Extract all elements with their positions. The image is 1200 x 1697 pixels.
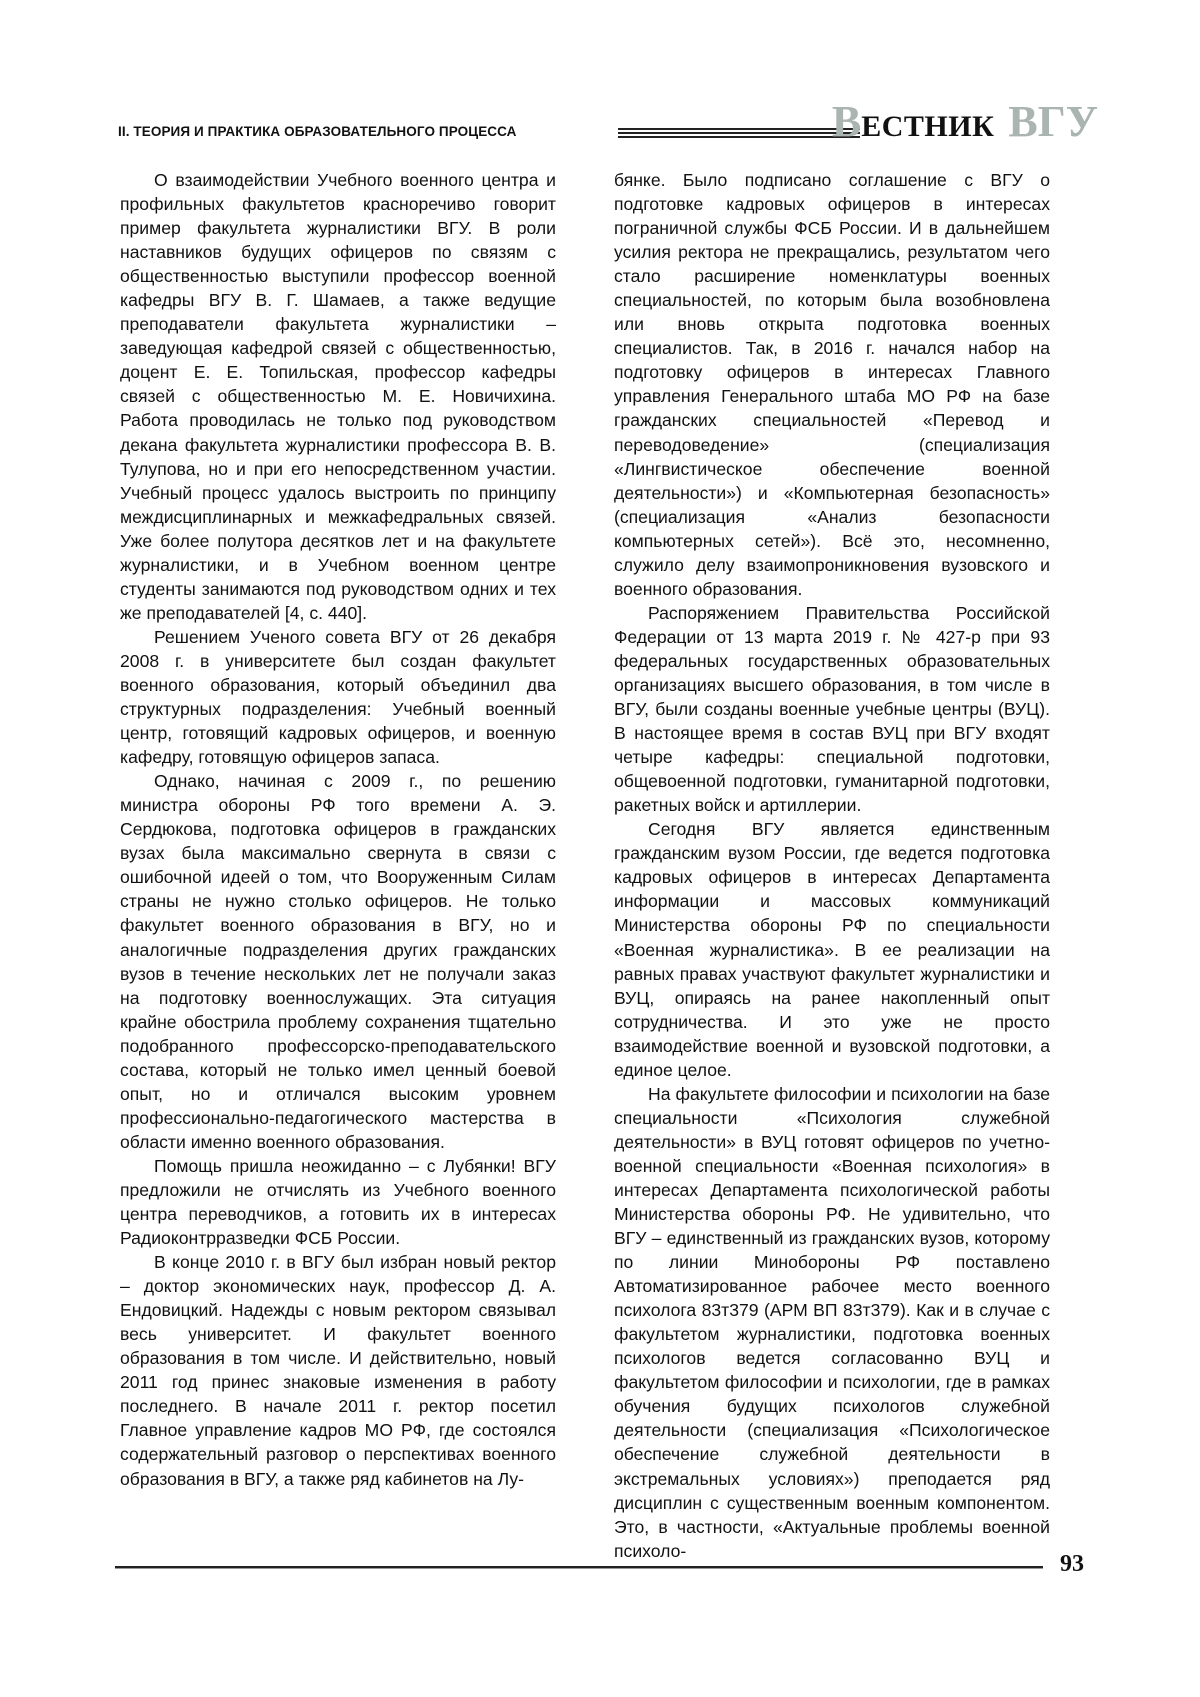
journal-title	[831, 97, 1098, 146]
paragraph-continued: бянке. Было подписано соглашение с ВГУ о подготовке кадровых офицеров в интересах пограничной службы ФСБ России. И в дальнейшем усилия ректора не прекращались, результатом чего стало расширение номенклатуры военных специальностей, по которым была возобновлена или вновь открыта подготовка военных специалистов. Так, в 2016 г. начался набор на подготовку офицеров в интересах Главного управления Генерального штаба МО РФ на базе гражданских специальностей «Перевод и переводоведение» (специализация «Лингвистическое обеспечение военной деятельности») и «Компьютерная безопасность» (специализация «Анализ безопасности компьютерных сетей»). Всё это, несомненно, служило делу взаимопроникновения вузовского и военного образования.	[614, 170, 1050, 599]
running-header	[118, 97, 1098, 150]
journal-title-rest: ЕСТНИК	[861, 110, 995, 143]
paragraph: Решением Ученого совета ВГУ от 26 декабря 2008 г. в университете был создан факультет военного образования, который объединил два структурных подразделения: Учебный военный центр, готовящий кадровых офицеров, и военную кафедру, готовящую офицеров запаса.	[120, 626, 556, 768]
paragraph: Однако, начиная с 2009 г., по решению министра обороны РФ того времени А. Э. Сердюкова, подготовка офицеров в гражданских вузах была максимально свернута в связи с ошибочной идеей о том, что Вооруженным Силам страны не нужно столько офицеров. Не только факультет военного образования в ВГУ, но и аналогичные подразделения других гражданских вузов в течение нескольких лет не получали заказ на подготовку военнослужащих. Эта ситуация крайне обострила проблему сохранения тщательно подобранного профессорско-преподавательского состава, который не только имел ценный боевой опыт, но и отличался высоким уровнем профессионально-педагогического мастерства в области именно военного образования.	[120, 771, 556, 1152]
paragraph: Сегодня ВГУ является единственным гражданским вузом России, где ведется подготовка кадровых офицеров в интересах Департамента информации и массовых коммуникаций Министерства обороны РФ по специальности «Военная журналистика». В ее реализации на равных правах участвуют факультет журналистики и ВУЦ, опираясь на ранее накопленный опыт сотрудничества. И это уже не просто взаимодействие военной и вузовской подготовки, а единое целое.	[614, 819, 1050, 1080]
paragraph: На факультете философии и психологии на базе специальности «Психология служебной деятельности» в ВУЦ готовят офицеров по учетно-военной специальности «Военная психология» в интересах Департамента психологической работы Министерства обороны РФ. Не удивительно, что ВГУ – единственный из гражданских вузов, которому по линии Минобороны РФ поставлено Автоматизированное рабочее место военного психолога 83т379 (АРМ ВП 83т379). Как и в случае с факультетом журналистики, подготовка военных психологов ведется согласованно ВУЦ и факультетом философии и психологии, где в рамках обучения будущих психологов служебной деятельности (специализация «Психологическое обеспечение служебной деятельности в экстремальных условиях») преподается ряд дисциплин с существенным военным компонентом. Это, в частности, «Актуальные проблемы военной психоло-	[614, 1083, 1050, 1561]
page-number: 93	[1060, 1551, 1084, 1577]
section-title: II. ТЕОРИЯ И ПРАКТИКА ОБРАЗОВАТЕЛЬНОГО ПРОЦЕССА	[118, 124, 517, 139]
left-column	[120, 168, 556, 1491]
journal-title-vgu: ВГУ	[1008, 97, 1098, 146]
right-column	[614, 168, 1050, 1563]
footer-rule	[115, 1566, 1043, 1569]
paragraph: Помощь пришла неожиданно – с Лубянки! ВГУ предложили не отчислять из Учебного военного центра переводчиков, а готовить их в интересах Радиоконтрразведки ФСБ России.	[120, 1155, 556, 1249]
paragraph: Распоряжением Правительства Российской Федерации от 13 марта 2019 г. № 427-р при 93 федеральных государственных образовательных организациях высшего образования, в том числе в ВГУ, были созданы военные учебные центры (ВУЦ). В настоящее время в состав ВУЦ при ВГУ входят четыре кафедры: специальной подготовки, общевоенной подготовки, гуманитарной подготовки, ракетных войск и артиллерии.	[614, 602, 1050, 816]
journal-title-initial: В	[831, 97, 862, 146]
header-rule	[618, 128, 860, 138]
paragraph: О взаимодействии Учебного военного центра и профильных факультетов красноречиво говорит пример факультета журналистики ВГУ. В роли наставников будущих офицеров по связям с общественностью выступили профессор военной кафедры ВГУ В. Г. Шамаев, а также ведущие преподаватели факультета журналистики – заведующая кафедрой связей с общественностью, доцент Е. Е. Топильская, профессор кафедры связей с общественностью М. Е. Новичихина. Работа проводилась не только под руководством декана факультета журналистики профессора В. В. Тулупова, но и при его непосредственном участии. Учебный процесс удалось выстроить по принципу междисциплинарных и межкафедральных связей. Уже более полутора десятков лет и на факультете журналистики, и в Учебном военном центре студенты занимаются под руководством одних и тех же преподавателей [4, с. 440].	[120, 170, 556, 623]
paragraph: В конце 2010 г. в ВГУ был избран новый ректор – доктор экономических наук, профессор Д. А. Ендовицкий. Надежды с новым ректором связывал весь университет. И факультет военного образования в том числе. И действительно, новый 2011 год принес знаковые изменения в работу последнего. В начале 2011 г. ректор посетил Главное управление кадров МО РФ, где состоялся содержательный разговор о перспективах военного образования в ВГУ, а также ряд кабинетов на Лу-	[120, 1252, 556, 1489]
